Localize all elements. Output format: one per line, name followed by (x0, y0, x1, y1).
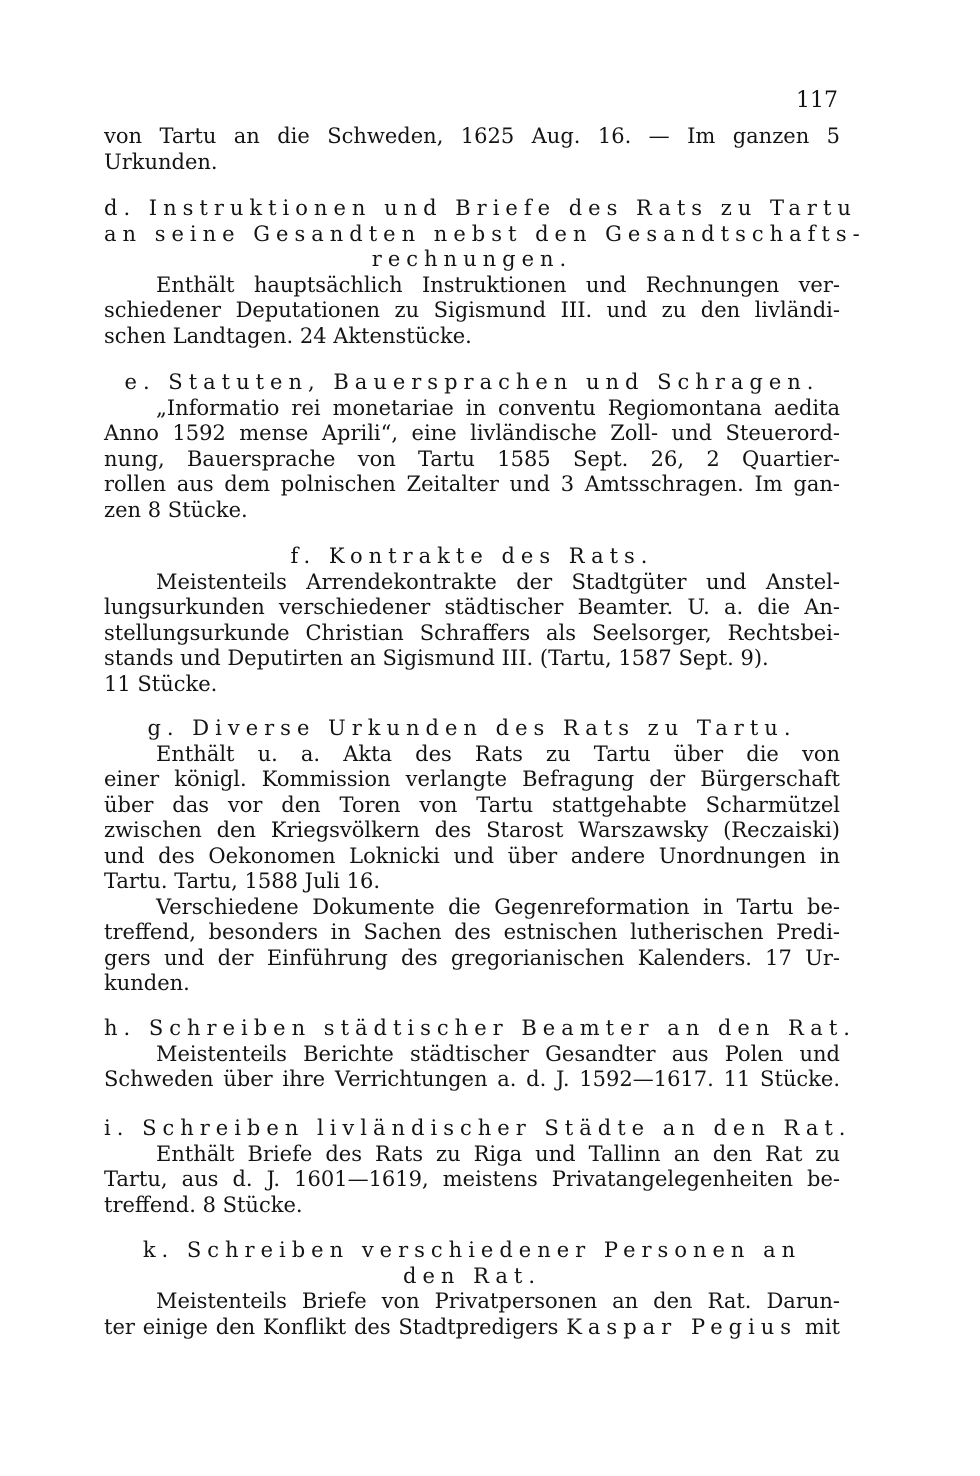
text-line: nung, Bauersprache von Tartu 1585 Sept. 26, 2 Quartier- (104, 446, 840, 471)
text-line: Tartu, aus d. J. 1601—1619, meistens Privatangelegenheiten be- (104, 1167, 840, 1191)
section-heading: h. Schreiben städtischer Beamter an den Rat. (104, 1016, 856, 1040)
text-line: einer königl. Kommission verlangte Befragung der Bürgerschaft (104, 767, 840, 791)
text-line: Meistenteils Berichte städtischer Gesandter aus Polen und (156, 1041, 840, 1066)
text-line: lungsurkunden verschiedener städtischer Beamter. U. a. die An- (104, 595, 840, 619)
text-line: treffend. 8 Stücke. (104, 1192, 303, 1217)
text-line: über das vor den Toren von Tartu stattgehabte Scharmützel (104, 792, 840, 817)
text-line: „Informatio rei monetariae in conventu Regiomontana aedita (156, 395, 840, 420)
text-line: Urkunden. (104, 149, 218, 174)
section-i (104, 1116, 852, 1218)
section-h (104, 1016, 856, 1093)
section-c-continuation (104, 124, 840, 175)
text-line: Tartu. Tartu, 1588 Juli 16. (104, 869, 381, 893)
section-d (104, 196, 866, 349)
text-line: kunden. (104, 971, 190, 995)
text-line: Meistenteils Briefe von Privatpersonen an den Rat. Darun- (156, 1289, 840, 1313)
page-number: 117 (796, 88, 838, 113)
text-line: zen 8 Stücke. (104, 497, 248, 522)
text-line: stellungsurkunde Christian Schraffers als Seelsorger, Rechtsbei- (104, 620, 840, 645)
text-line: von Tartu an die Schweden, 1625 Aug. 16. — Im ganzen 5 (104, 124, 840, 148)
text-line: treffend, besonders in Sachen des estnischen lutherischen Predi- (104, 920, 840, 944)
text-line: Enthält hauptsächlich Instruktionen und Rechnungen ver- (156, 272, 840, 297)
text-line: rollen aus dem polnischen Zeitalter und 3 Amtsschragen. Im gan- (104, 472, 840, 496)
section-heading: rechnungen. (371, 247, 573, 271)
text-line: Schweden über ihre Verrichtungen a. d. J. 1592—1617. 11 Stücke. (104, 1067, 840, 1091)
text-line: 11 Stücke. (104, 671, 218, 696)
text-line (104, 1315, 840, 1341)
text-line: Meistenteils Arrendekontrakte der Stadtgüter und Anstel- (156, 569, 840, 594)
text-segment: ter einige den Konflikt des Stadtpredigers (104, 1314, 559, 1339)
section-heading: an seine Gesandten nebst den Gesandtschafts- (104, 221, 866, 246)
text-line: zwischen den Kriegsvölkern des Starost Warszawsky (Reczaiski) (104, 818, 840, 842)
text-line: schiedener Deputationen zu Sigismund III. und zu den livländi- (104, 298, 840, 322)
text-line: Anno 1592 mense Aprili“, eine livländische Zoll- und Steuerord- (104, 421, 840, 445)
text-line: und des Oekonomen Loknicki und über andere Unordnungen in (104, 843, 840, 868)
section-heading: d. Instruktionen und Briefe des Rats zu Tartu (104, 196, 857, 220)
section-heading: den Rat. (403, 1263, 541, 1288)
text-line: gers und der Einführung des gregorianischen Kalenders. 17 Ur- (104, 945, 840, 970)
section-heading: g. Diverse Urkunden des Rats zu Tartu. (147, 716, 797, 740)
section-g (104, 716, 840, 997)
person-name: Kaspar Pegius (566, 1314, 798, 1339)
text-line: Enthält u. a. Akta des Rats zu Tartu über die von (156, 741, 840, 766)
section-f (104, 544, 840, 697)
text-line: Verschiedene Dokumente die Gegenreformation in Tartu be- (156, 894, 840, 919)
section-heading: f. Kontrakte des Rats. (290, 544, 654, 568)
section-heading: i. Schreiben livländischer Städte an den Rat. (104, 1116, 852, 1140)
section-heading: e. Statuten, Bauersprachen und Schragen. (124, 370, 820, 394)
text-line: stands und Deputirten an Sigismund III. (Tartu, 1587 Sept. 9). (104, 646, 769, 670)
text-segment: mit (804, 1314, 840, 1339)
text-line: Enthält Briefe des Rats zu Riga und Tallinn an den Rat zu (156, 1141, 840, 1166)
section-heading: k. Schreiben verschiedener Personen an (142, 1238, 802, 1262)
section-k (104, 1238, 840, 1340)
text-line: schen Landtagen. 24 Aktenstücke. (104, 323, 472, 348)
section-e (104, 370, 840, 523)
